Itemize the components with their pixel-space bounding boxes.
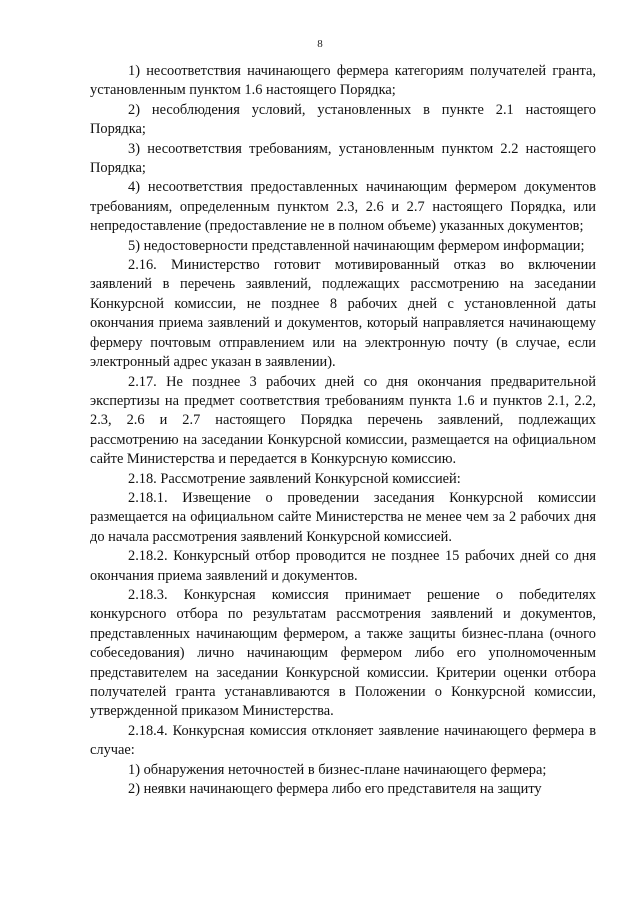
list-item-1: 1) несоответствия начинающего фермера категориям получателей гранта, установленным пунктом 1.6 настоящего Порядка;: [90, 63, 596, 99]
rejection-item-1: 1) обнаружения неточностей в бизнес-плане начинающего фермера;: [128, 761, 547, 778]
clause-2-18-4: 2.18.4. Конкурсная комиссия отклоняет заявление начинающего фермера в случае:: [90, 722, 596, 759]
clause-2-18-2: 2.18.2. Конкурсный отбор проводится не позднее 15 рабочих дней со дня окончания приема заявлений и документов.: [90, 548, 596, 584]
clause-2-18-1: 2.18.1. Извещение о проведении заседания Конкурсной комиссии размещается на официальном сайте Министерства не менее чем за 2 рабочих дня до начала рассмотрения заявлений Конкурсной комиссией.: [90, 489, 596, 545]
list-item-2: 2) несоблюдения условий, установленных в пункте 2.1 настоящего Порядка;: [90, 101, 596, 138]
rejection-item-2: 2) неявки начинающего фермера либо его представителя на защиту: [128, 781, 542, 798]
clause-2-17: 2.17. Не позднее 3 рабочих дней со дня окончания предварительной экспертизы на предмет соответствия требованиям пункта 1.6 и пунктов 2.1, 2.2, 2.3, 2.6 и 2.7 настоящего Порядка перечень заявлений, подлежащих рассмотрению на заседании Конкурсной комиссии, размещается на официальном сайте Министерства и передается в Конкурсную комиссию.: [90, 373, 596, 468]
clause-2-18: 2.18. Рассмотрение заявлений Конкурсной комиссией:: [128, 470, 461, 487]
document-body: [90, 62, 596, 799]
list-item-4: 4) несоответствия предоставленных начинающим фермером документов требованиям, определенным пунктом 2.3, 2.6 и 2.7 настоящего Порядка, или непредоставление (предоставление не в полном объеме) указанных документов;: [90, 179, 596, 235]
list-item-5: 5) недостоверности представленной начинающим фермером информации;: [128, 237, 585, 254]
clause-2-16: 2.16. Министерство готовит мотивированный отказ во включении заявлений в перечень заявлений, подлежащих рассмотрению на заседании Конкурсной комиссии, не позднее 8 рабочих дней с установленной даты окончания приема заявлений и документов, который направляется начинающему фермеру почтовым отправлением или на электронную почту (в случае, если электронный адрес указан в заявлении).: [90, 257, 596, 371]
page-number: 8: [317, 38, 323, 50]
list-item-3: 3) несоответствия требованиям, установленным пунктом 2.2 настоящего Порядка;: [90, 140, 596, 177]
clause-2-18-3: 2.18.3. Конкурсная комиссия принимает решение о победителях конкурсного отбора по результатам рассмотрения заявлений и документов, представленных начинающим фермером, а также защиты бизнес-плана (очного собеседования) лично начинающим фермером либо его уполномоченным представителем на заседании Конкурсной комиссии. Критерии оценки отбора получателей гранта устанавливаются в Положении о Конкурсной комиссии, утвержденной приказом Министерства.: [90, 586, 596, 720]
